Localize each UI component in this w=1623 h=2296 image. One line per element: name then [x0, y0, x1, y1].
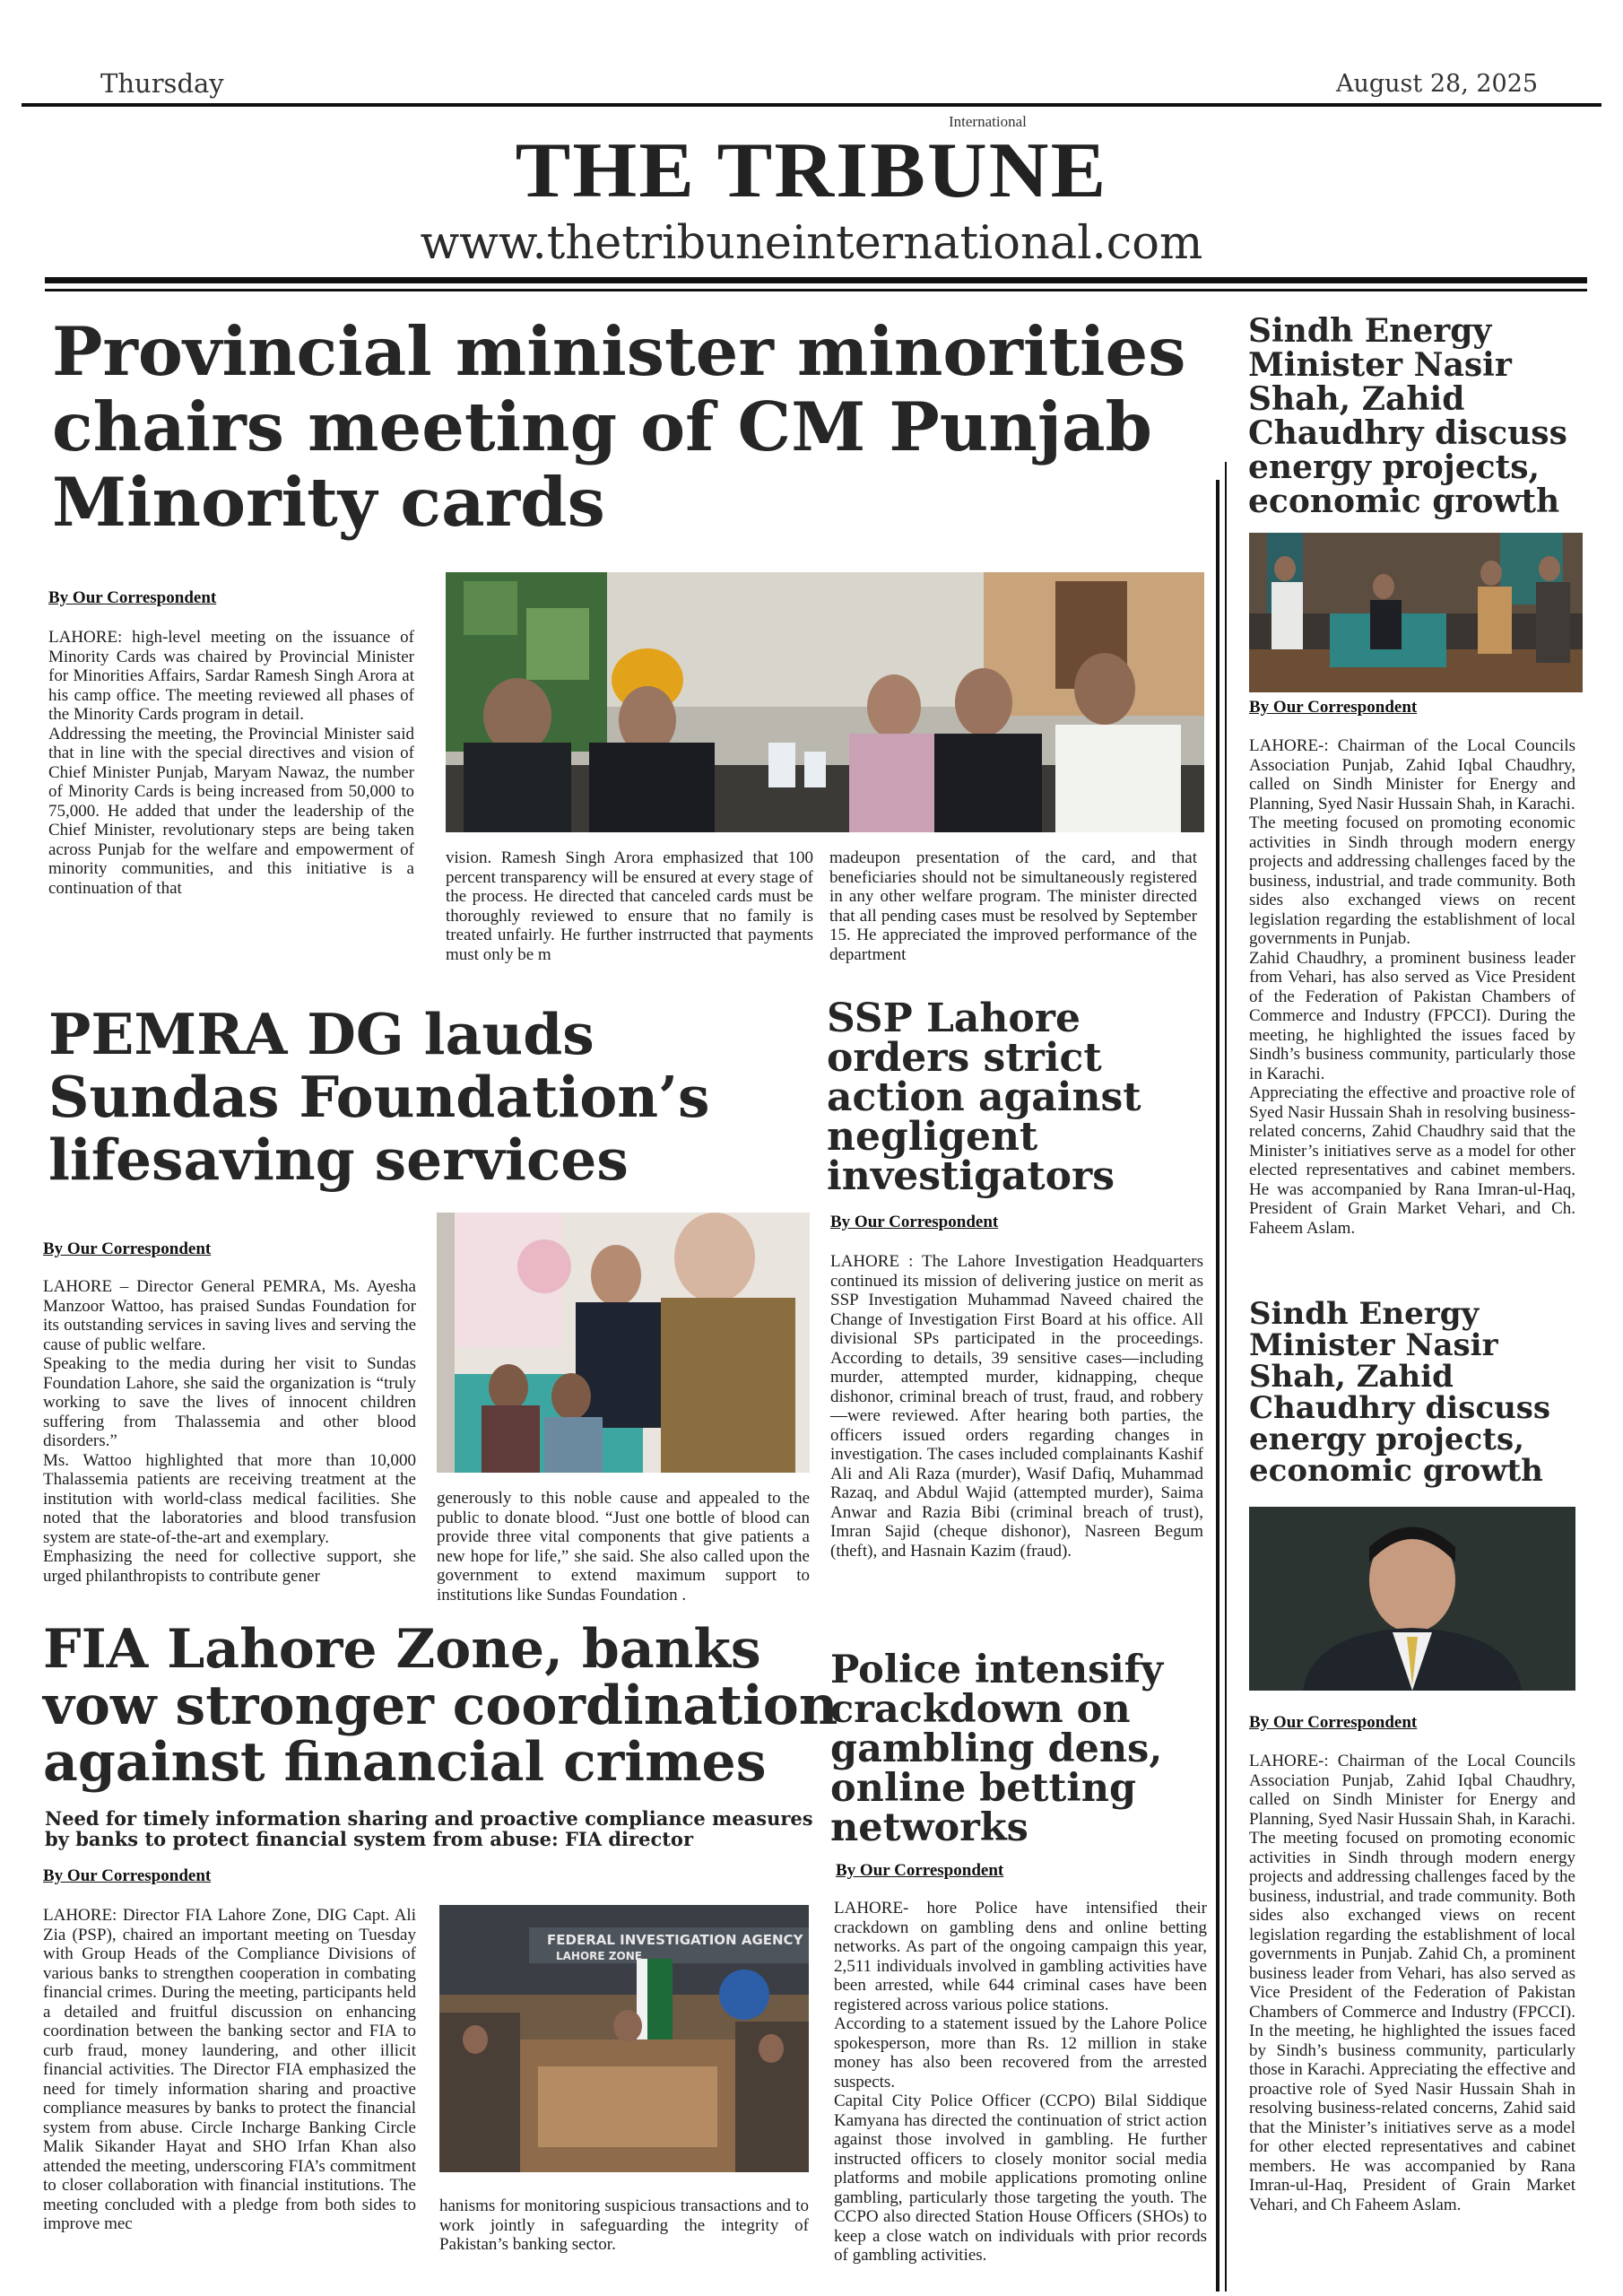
article6-body	[1249, 736, 1575, 1238]
article1-headline: Provincial minister minorities chairs meeting of CM Punjab Minority cards	[52, 312, 1186, 542]
article5-para: Capital City Police Officer (CCPO) Bilal Siddique Kamyana has directed the continuation of strict action against those involved in gambling. He further instructed officers to closely monitor social media platforms and mobile applications promoting online gambling, particularly those targeting the youth. The CCPO also directed Station House Officers (SHOs) to keep a close watch on individuals with prior records of gambling activities.	[834, 2092, 1207, 2265]
article5-byline: By Our Correspondent	[836, 1861, 1004, 1880]
article4-col1: LAHORE: Director FIA Lahore Zone, DIG Capt. Ali Zia (PSP), chaired an important meeting on Tuesday with Group Heads of the Compliance Divisions of various banks to strengthen cooperation in combating financial crimes. During the meeting, participants held a detailed and fruitful discussion on enhancing coordination between the banking sector and FIA to curb fraud, money laundering, and other illicit financial activities. The Director FIA emphasized the need for timely information sharing and proactive compliance measures by banks to protect the financial system from abuse. Circle Incharge Banking Circle Malik Sikander Hayat and SHO Irfan Khan also attended the meeting, underscoring FIA’s commitment to closer collaboration with financial institutions. The meeting concluded with a pledge from both sides to improve mec	[43, 1906, 416, 2233]
article3-headline: SSP Lahore orders strict action against negligent investigators	[827, 996, 1141, 1199]
article1-para: Addressing the meeting, the Provincial Minister said that in line with the special directives and vision of Chief Minister Punjab, Maryam Nawaz, the number of Minority Cards is being increased from 50,000 to 75,000. He added that under the leadership of the Chief Minister, revolutionary steps are being taken across Punjab for the welfare and empowerment of minority communities, and this initiative is a continuation of that	[48, 724, 414, 898]
article5-para: LAHORE- hore Police have intensified their crackdown on gambling dens and online betting networks. As part of the ongoing campaign this year, 2,511 individuals involved in gambling activities have been arrested, while 644 criminal cases have been registered across various police stations.	[834, 1899, 1207, 2014]
article3-byline: By Our Correspondent	[830, 1213, 999, 1231]
article1-col3: madeupon presentation of the card, and that beneficiaries should not be simultaneously registered in any other welfare program. The minister directed that all pending cases must be resolved by September 15. He appreciated the improved performance of the department	[829, 848, 1197, 964]
article1-para: LAHORE: high-level meeting on the issuance of Minority Cards was chaired by Provincial Minister for Minorities Affairs, Sardar Ramesh Singh Arora at his camp office. The meeting reviewed all phases of the Minority Cards program in detail.	[48, 628, 414, 724]
article7-byline: By Our Correspondent	[1249, 1713, 1418, 1732]
article2-para: Emphasizing the need for collective support, she urged philanthropists to contribute gener	[43, 1547, 416, 1586]
article2-photo	[437, 1213, 810, 1473]
article6-para: The meeting focused on promoting economic activities in Sindh through modern energy projects and addressing challenges faced by the business, industrial, and trade community. Both sides also exchanged views on recent legislation regarding the establishment of local governments in Punjab.	[1249, 813, 1575, 948]
article2-para: Speaking to the media during her visit to Sundas Foundation Lahore, she said the organization is “truly working to save the lives of innocent children suffering from Thalassemia and other blood disorders.”	[43, 1354, 416, 1450]
masthead-top-rule	[22, 103, 1601, 107]
article6-para: LAHORE-: Chairman of the Local Councils Association Punjab, Zahid Iqbal Chaudhry, called on Sindh Minister for Energy and Planning, Syed Nasir Hussain Shah, in Karachi.	[1249, 736, 1575, 813]
article6-photo	[1249, 533, 1583, 692]
article4-photo-sign-2: LAHORE ZONE	[556, 1950, 642, 1962]
article4-byline: By Our Correspondent	[43, 1866, 212, 1885]
masthead-url[interactable]: www.thetribuneinternational.com	[420, 217, 1203, 270]
article2-byline: By Our Correspondent	[43, 1239, 212, 1258]
article4-photo	[439, 1905, 809, 2172]
article1-byline: By Our Correspondent	[48, 588, 217, 607]
article1-col1	[48, 628, 414, 898]
article4-photo-sign: FEDERAL INVESTIGATION AGENCY	[547, 1932, 803, 1948]
article4-col2: hanisms for monitoring suspicious transactions and to work jointly in safeguarding the integrity of Pakistan’s banking sector.	[439, 2196, 809, 2254]
article7-body: LAHORE-: Chairman of the Local Councils Association Punjab, Zahid Iqbal Chaudhry, called on Sindh Minister for Energy and Planning, Syed Nasir Hussain Shah, in Karachi. The meeting focused on promoting economic activities in Sindh through modern energy projects and addressing challenges faced by the business, industrial, and trade community. Both sides also exchanged views on recent legislation regarding the establishment of local governments in Punjab. Zahid Ch, a prominent business leader from Vehari, has also served as Vice President of the Federation of Pakistan Chambers of Commerce and Industry (FPCCI). In the meeting, he highlighted the issues faced by Sindh’s business community, particularly those in Karachi. Appreciating the effective and proactive role of Syed Nasir Hussain Shah in resolving business-related concerns, Zahid said that the Minister’s initiatives serve as a model for other elected representatives and cabinet members. He was accompanied by Rana Imran-ul-Haq, President of Grain Market Vehari, and Ch Faheem Aslam.	[1249, 1752, 1575, 2214]
article4-subhead: Need for timely information sharing and proactive compliance measures by banks to protect financial system from abuse: FIA director	[45, 1807, 813, 1850]
column-rule-right	[1225, 462, 1227, 2292]
article2-col2: generously to this noble cause and appealed to the public to donate blood. “Just one bottle of blood can provide three vital components that give patients a new hope for life,” she said. She also called upon the government to extend maximum support to institutions like Sundas Foundation .	[437, 1489, 810, 1605]
masthead-rule-2	[45, 289, 1587, 291]
masthead-rule-1	[45, 277, 1587, 283]
masthead-date: August 28, 2025	[1336, 70, 1539, 98]
article1-photo	[446, 572, 1204, 832]
article1-col2: vision. Ramesh Singh Arora emphasized that 100 percent transparency will be ensured at every stage of the process. He directed that canceled cards must be thoroughly reviewed to ensure that no family is treated unfairly. He further instrructed that payments must only be m	[446, 848, 813, 964]
masthead-title: THE TRIBUNE	[515, 127, 1108, 214]
article4-headline: FIA Lahore Zone, banks vow stronger coordination against financial crimes	[43, 1618, 838, 1794]
article7-photo	[1249, 1507, 1575, 1691]
masthead-day: Thursday	[100, 68, 224, 99]
article6-para: Zahid Chaudhry, a prominent business leader from Vehari, has also served as Vice President of the Federation of Pakistan Chambers of Commerce and Industry (FPCCI). During the meeting, he highlighted the issues faced by Sindh’s business community, particularly those in Karachi.	[1249, 948, 1575, 1083]
column-rule-left	[1216, 480, 1219, 2292]
article6-headline: Sindh Energy Minister Nasir Shah, Zahid Chaudhry discuss energy projects, economic growth	[1248, 312, 1567, 520]
article5-headline: Police intensify crackdown on gambling dens, online betting networks	[830, 1648, 1164, 1850]
article7-headline: Sindh Energy Minister Nasir Shah, Zahid Chaudhry discuss energy projects, economic growth	[1249, 1296, 1551, 1489]
article2-para: LAHORE – Director General PEMRA, Ms. Ayesha Manzoor Wattoo, has praised Sundas Foundation for its outstanding services in saving lives and serving the cause of public welfare.	[43, 1277, 416, 1354]
article3-body: LAHORE : The Lahore Investigation Headquarters continued its mission of delivering justice on merit as SSP Investigation Muhammad Naveed chaired the Change of Investigation First Board at his office. All divisional SPs participated in the proceedings. According to details, 39 sensitive cases—including murder, attempted murder, kidnapping, cheque dishonor, criminal breach of trust, fraud, and robbery—were reviewed. After hearing both parties, the officers issued orders regarding changes in investigation. The cases included complainants Kashif Ali and Ali Raza (murder), Wasif Dafiq, Muhammad Razaq, and Abdul Wajid (attempted murder), Saima Anwar and Razia Bibi (criminal breach of trust), Imran Sajid (cheque dishonor), Nasreen Begum (theft), and Hasnain Kazim (fraud).	[830, 1252, 1203, 1561]
masthead-edition: International	[949, 113, 1027, 130]
article5-para: According to a statement issued by the Lahore Police spokesperson, more than Rs. 12 million in stake money has also been recovered from the arrested suspects.	[834, 2014, 1207, 2092]
article2-headline: PEMRA DG lauds Sundas Foundation’s lifesaving services	[48, 1001, 710, 1193]
article2-para: Ms. Wattoo highlighted that more than 10,000 Thalassemia patients are receiving treatment at the institution with world-class medical facilities. She noted that the laboratories and blood transfusion system are state-of-the-art and exemplary.	[43, 1450, 416, 1547]
article2-col1	[43, 1277, 416, 1586]
article6-para: Appreciating the effective and proactive role of Syed Nasir Hussain Shah in resolving business-related concerns, Zahid Chaudhry said that the Minister’s initiatives serve as a model for other elected representatives and cabinet members. He was accompanied by Rana Imran-ul-Haq, President of Grain Market Vehari, and Ch. Faheem Aslam.	[1249, 1083, 1575, 1238]
article6-byline: By Our Correspondent	[1249, 698, 1418, 717]
article5-body	[834, 1899, 1207, 2266]
